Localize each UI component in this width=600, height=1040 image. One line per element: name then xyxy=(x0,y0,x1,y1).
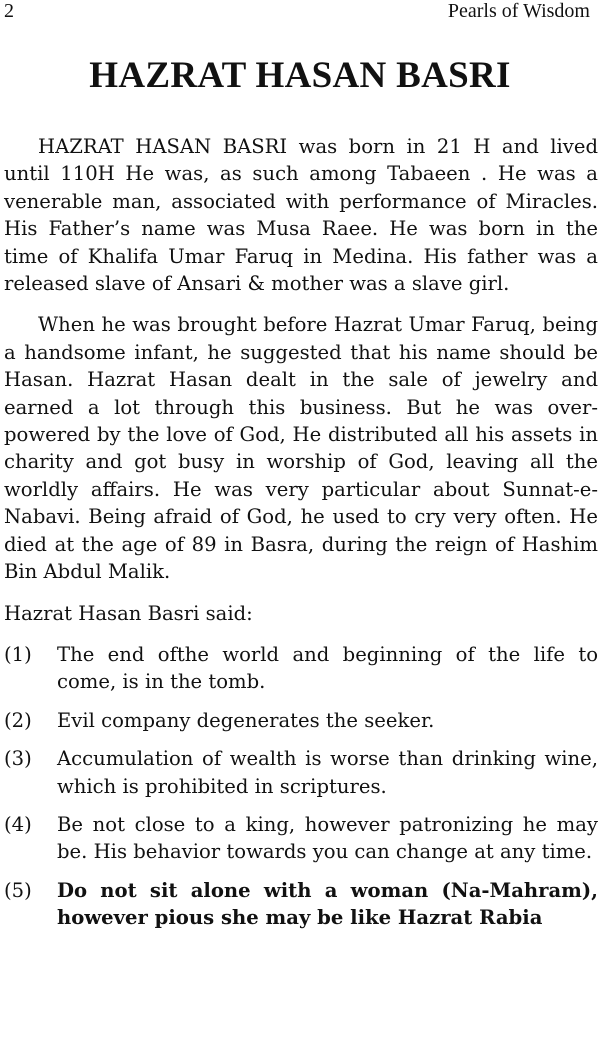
saying-text: Be not close to a king, however patronizing he may be. His behavior towards you can change at any time. xyxy=(57,812,598,864)
body-text xyxy=(4,133,598,943)
saying-item-2 xyxy=(4,707,598,734)
running-header xyxy=(2,0,590,26)
chapter-title: HAZRAT HASAN BASRI xyxy=(89,55,511,96)
page-number: 2 xyxy=(4,0,14,22)
biography-paragraph-1: HAZRAT HASAN BASRI was born in 21 H and lived until 110H He was, as such among Tabaeen . He was a venerable man, associated with performance of Miracles. His Father’s name was Musa Raee. He was born in the time of Khalifa Umar Faruq in Medina. His father was a released slave of Ansari & mother was a slave girl. xyxy=(4,135,598,296)
saying-number: (1) xyxy=(4,642,32,666)
saying-item-5 xyxy=(4,877,598,932)
saying-number: (5) xyxy=(4,878,32,902)
saying-item-4 xyxy=(4,811,598,866)
biography-paragraph-2: When he was brought before Hazrat Umar Faruq, being a handsome infant, he suggested that his name should be Hasan. Hazrat Hasan dealt in the sale of jewelry and earned a lot through this business. But he was over-powered by the love of God, He distributed all his assets in charity and got busy in worship of God, leaving all the worldly affairs. He was very particular about Sunnat-e-Nabavi. Being afraid of God, he used to cry very often. He died at the age of 89 in Basra, during the reign of Hashim Bin Abdul Malik. xyxy=(4,313,598,584)
saying-text: The end ofthe world and beginning of the life to come, is in the tomb. xyxy=(57,642,598,694)
saying-item-1 xyxy=(4,641,598,696)
book-title: Pearls of Wisdom xyxy=(447,0,590,22)
sayings-intro: Hazrat Hasan Basri said: xyxy=(4,601,253,625)
saying-text: Evil company degenerates the seeker. xyxy=(57,708,435,732)
saying-number: (2) xyxy=(4,708,32,732)
saying-item-3 xyxy=(4,745,598,800)
saying-text: Do not sit alone with a woman (Na-Mahram), however pious she may be like Hazrat Rabia xyxy=(57,878,598,930)
saying-number: (3) xyxy=(4,747,32,771)
saying-number: (4) xyxy=(4,812,32,836)
saying-text: Accumulation of wealth is worse than drinking wine, which is prohibited in scriptures. xyxy=(57,747,598,798)
